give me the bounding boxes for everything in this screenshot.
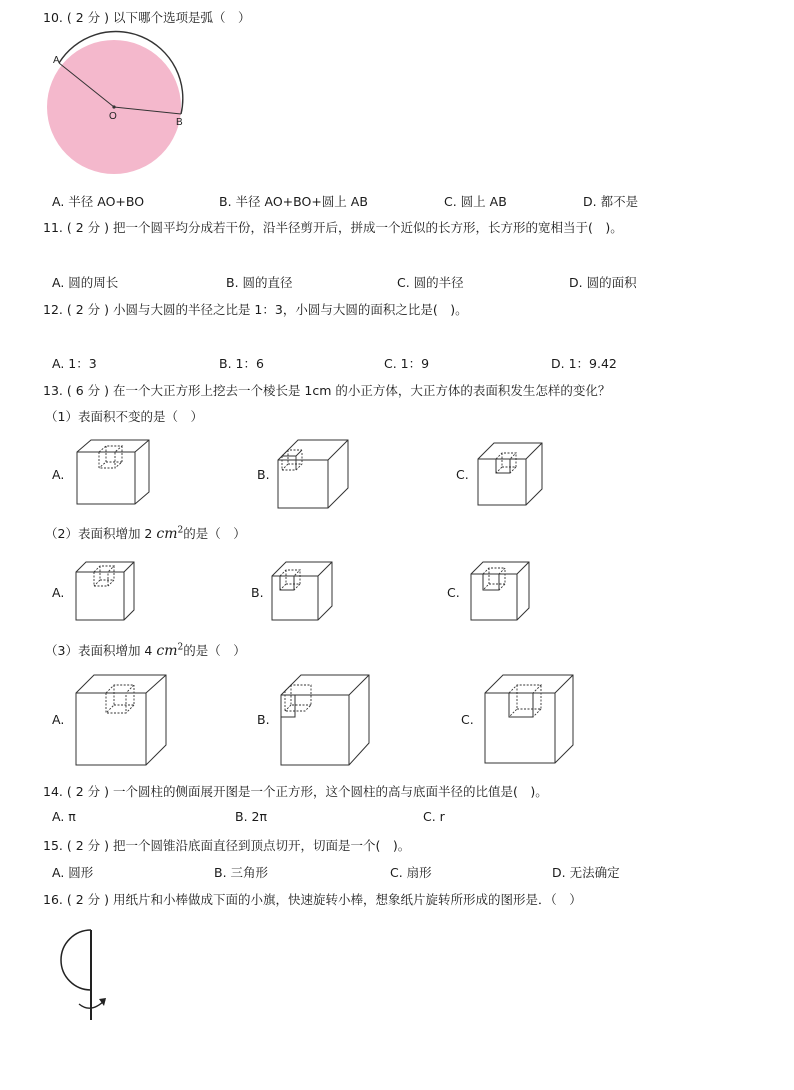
- q16-header: 16. ( 2 分 ) 用纸片和小棒做成下面的小旗，快速旋转小棒，想象纸片旋转所形成的图形是．（ ）: [43, 892, 582, 907]
- q13-p1-option-a[interactable]: A.: [52, 467, 65, 482]
- q12-option-a[interactable]: A. 1：3: [52, 356, 97, 371]
- q13-p1-cube-c: [476, 441, 546, 507]
- q15-option-b[interactable]: B. 三角形: [214, 865, 269, 880]
- q13-p3-cube-c: [483, 673, 577, 767]
- q10-option-c[interactable]: C. 圆上 AB: [444, 194, 507, 209]
- q12-option-d[interactable]: D. 1：9.42: [551, 356, 617, 371]
- q13-p2-cube-a: [74, 560, 138, 624]
- q11-option-b[interactable]: B. 圆的直径: [226, 275, 293, 290]
- center-dot: [112, 105, 115, 108]
- q11-option-d[interactable]: D. 圆的面积: [569, 275, 637, 290]
- q13-p2-cube-c: [469, 560, 533, 624]
- q11-header: 11. ( 2 分 ) 把一个圆平均分成若干份，沿半径剪开后，拼成一个近似的长方形，长方形的宽相当于( )。: [43, 220, 623, 235]
- q13-part2-suffix: 的是（ ）: [183, 526, 246, 541]
- q13-part1-label: （1）表面积不变的是（ ）: [45, 409, 203, 424]
- label-a: A: [53, 55, 60, 66]
- q13-part2-exp: 2: [177, 525, 184, 536]
- q16-flag-figure: [55, 928, 115, 1023]
- q10-option-b[interactable]: B. 半径 AO+BO+圆上 AB: [219, 194, 368, 209]
- q13-part3-exp: 2: [177, 642, 184, 653]
- q15-option-d[interactable]: D. 无法确定: [552, 865, 620, 880]
- q13-p3-option-a[interactable]: A.: [52, 712, 65, 727]
- q13-p1-option-c[interactable]: C.: [456, 467, 469, 482]
- label-o: O: [109, 111, 117, 122]
- q15-option-c[interactable]: C. 扇形: [390, 865, 432, 880]
- q13-part2-unit-text: cm: [156, 526, 178, 542]
- q11-option-c[interactable]: C. 圆的半径: [397, 275, 464, 290]
- q13-part3-unit-text: cm: [156, 643, 178, 659]
- q15-header: 15. ( 2 分 ) 把一个圆锥沿底面直径到顶点切开，切面是一个( )。: [43, 838, 411, 853]
- q13-p3-option-c[interactable]: C.: [461, 712, 474, 727]
- q10-option-a[interactable]: A. 半径 AO+BO: [52, 194, 145, 209]
- q14-option-b[interactable]: B. 2π: [235, 809, 268, 824]
- q13-p3-cube-b: [279, 673, 373, 767]
- q12-option-b[interactable]: B. 1：6: [219, 356, 264, 371]
- label-b: B: [176, 117, 183, 128]
- q13-part3-unit: [156, 643, 183, 659]
- q13-part3-suffix: 的是（ ）: [183, 643, 246, 658]
- flag-half-circle: [61, 930, 91, 990]
- q15-option-a[interactable]: A. 圆形: [52, 865, 94, 880]
- q13-p3-cube-a: [74, 673, 168, 767]
- q13-p2-option-a[interactable]: A.: [52, 585, 65, 600]
- q11-option-a[interactable]: A. 圆的周长: [52, 275, 119, 290]
- q13-p3-option-b[interactable]: B.: [257, 712, 270, 727]
- q13-p2-option-b[interactable]: B.: [251, 585, 264, 600]
- q13-p1-cube-a: [75, 438, 155, 508]
- q13-p2-option-c[interactable]: C.: [447, 585, 460, 600]
- q13-part2-prefix: （2）表面积增加 2: [45, 526, 157, 541]
- q12-header: 12. ( 2 分 ) 小圆与大圆的半径之比是 1：3，小圆与大圆的面积之比是( )。: [43, 302, 468, 317]
- q13-header: 13. ( 6 分 ) 在一个大正方形上挖去一个棱长是 1cm 的小正方体，大正方体的表面积发生怎样的变化？: [43, 383, 611, 398]
- q10-header: 10. ( 2 分 ) 以下哪个选项是弧（ ）: [43, 10, 251, 25]
- q13-part3-prefix: （3）表面积增加 4: [45, 643, 157, 658]
- q13-p1-option-b[interactable]: B.: [257, 467, 270, 482]
- q10-option-d[interactable]: D. 都不是: [583, 194, 639, 209]
- q13-part2-label: [45, 524, 246, 542]
- q12-option-c[interactable]: C. 1：9: [384, 356, 430, 371]
- q13-part2-unit: [156, 526, 183, 542]
- q13-p1-cube-b: [276, 438, 352, 508]
- q14-option-c[interactable]: C. r: [423, 809, 445, 824]
- q13-part3-label: [45, 641, 246, 659]
- q14-option-a[interactable]: A. π: [52, 809, 76, 824]
- q10-circle-figure: [40, 35, 190, 180]
- q13-p2-cube-b: [270, 560, 336, 624]
- q14-header: 14. ( 2 分 ) 一个圆柱的侧面展开图是一个正方形，这个圆柱的高与底面半径的比值是( )。: [43, 784, 548, 799]
